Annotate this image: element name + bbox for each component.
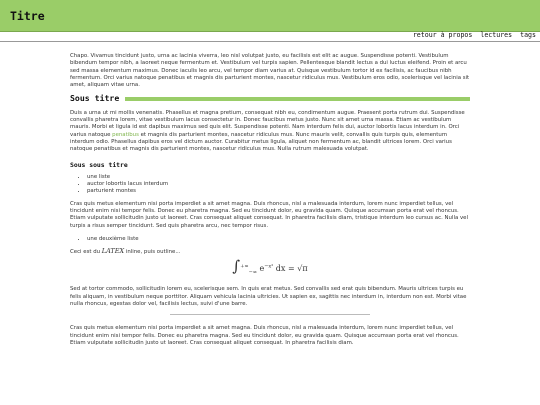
article-content xyxy=(70,53,470,353)
paragraph-5: Sed at tortor commodo, sollicitudin lorem eu, scelerisque sem. In quis erat metus. Sed convallis sed erat quis bibendum. Mauris ultrices turpis eu felis aliquam, in vestibulum neque porttitor. Aliquam vehicula lacinia ultricies. Ut sapien ex, sagittis nec interdum in, interdum non est. Morbi vitae nulla rhoncus, egestas dolor vel, facilisis lectus, suivi d'une barre. xyxy=(70,286,467,308)
section-paragraph xyxy=(70,110,470,154)
section-paragraph-text-a: Duis a urna ut mi mollis venenatis. Phasellus et magna pretium, consequat nibh eu, condimentum augue. Praesent porta rutrum dui. Suspendisse convallis pharetra lorem, vitae vestibulum lacus consectetur in. Donec faucibus metus justo. Nunc sit amet urna massa. Etiam ac vestibulum mauris. Morbi et ligula id est dapibus maximus sed quis elit. Suspendisse potenti. Nam interdum felis dui, auctor lobortis lacus interdum in. Orci varius natoque xyxy=(70,109,465,138)
equation-base: e xyxy=(259,263,265,273)
section-heading xyxy=(70,95,470,102)
integral-lower-bound: −∞ xyxy=(248,269,257,276)
list-item: • une deuxième liste xyxy=(87,236,470,243)
intro-paragraph: Chapo. Vivamus tincidunt justo, urna ac lacinia viverra, leo nisl volutpat justo, eu facilisis est elit ac augue. Suspendisse potenti. Vestibulum bibendum tempor nibh, a laoreet neque fermentum et. Vestibulum vel turpis sapien. Pellentesque blandit lectus a dui luctus eleifend. Proin et arcu sed massa elementum maximus. Donec iaculis leo arcu, vel tempor diam varius at. Quisque vestibulum tortor id ex facilisis, ac faucibus nibh fermentum. Orci varius natoque penatibus et magnis dis parturient montes, nascetur ridiculus mus. Vestibulum eros odio, scelerisque vel lacinia sit amet, aliquam vitae urna. xyxy=(70,53,470,89)
nav-links xyxy=(409,31,536,39)
display-equation xyxy=(70,256,470,277)
bullet-list-1 xyxy=(70,174,470,196)
horizontal-rule xyxy=(170,314,370,315)
bullet-list-2 xyxy=(70,236,470,243)
nav-bar xyxy=(0,31,540,42)
subsection-heading: Sous sous titre xyxy=(70,160,128,169)
latex-inline-paragraph xyxy=(70,248,470,256)
page-title: Titre xyxy=(10,9,45,23)
list-item: • une liste xyxy=(87,174,470,181)
list-item: • auctor lobortis lacus interdum xyxy=(87,181,470,188)
penatibus-link[interactable]: penatibus xyxy=(112,131,139,138)
latex-paragraph-text-b: inline, puis outline... xyxy=(124,249,181,256)
header-bar xyxy=(0,0,540,32)
paragraph-6: Cras quis metus elementum nisi porta imperdiet a sit amet magna. Duis rhoncus, nisl a malesuada interdum, lorem nunc imperdiet tellus, vel tincidunt enim nisi tempor felis. Donec eu pharetra magna. Sed eu tincidunt dolor, eu gravida quam. Quisque accumsan porta erat vel rhoncus. Etiam vulputate sollicitudin justo ut laoreet. Cras consequat aliquet consequat. In pharetra facilisis diam. xyxy=(70,325,459,346)
section-heading-text: Sous titre xyxy=(70,93,120,104)
equation-tail: dx = √π xyxy=(275,263,308,273)
nav-link-retour-a-propos[interactable]: retour à propos xyxy=(412,31,473,39)
paragraph-3: Cras quis metus elementum nisi porta imperdiet a sit amet magna. Duis rhoncus, nisl a malesuada interdum, lorem nunc imperdiet tellus, vel tincidunt enim nisi tempor felis. Donec eu pharetra magna. Sed eu tincidunt dolor, eu gravida quam. Quisque accumsan porta erat vel rhoncus. Etiam vulputate sollicitudin justo ut laoreet. Cras consequat aliquet consequat. In pharetra facilisis diam, tristique interdum leo cursus ac. Nulla vel turpis a risus semper tincidunt. Sed quis pharetra arcu, nec tempor risus. xyxy=(70,200,468,229)
integral-symbol: ∫ xyxy=(232,256,241,275)
integral-upper-bound: +∞ xyxy=(240,262,249,269)
latex-paragraph-text-a: Ceci est du xyxy=(70,249,102,256)
section-heading-bar xyxy=(125,97,470,101)
nav-link-tags[interactable]: tags xyxy=(520,31,536,39)
list-item: • parturient montes xyxy=(87,188,470,195)
nav-link-lectures[interactable]: lectures xyxy=(480,31,513,39)
equation-exponent: −x² xyxy=(264,262,274,269)
section-paragraph-text-b: et magnis dis parturient montes, nascetur ridiculus mus. Nunc mauris velit, convallis quis turpis quis, elementum interdum odio. Phasellus dapibus eros vel dictum auctor. Curabitur metus ligula, aliquet non fermentum ac, blandit ultrices lorem. Orci varius natoque penatibus et magnis dis parturient montes, nascetur ridiculus mus. Nulla rutrum malesuada volutpat. xyxy=(70,131,452,153)
latex-logo: LATEX xyxy=(101,247,125,256)
